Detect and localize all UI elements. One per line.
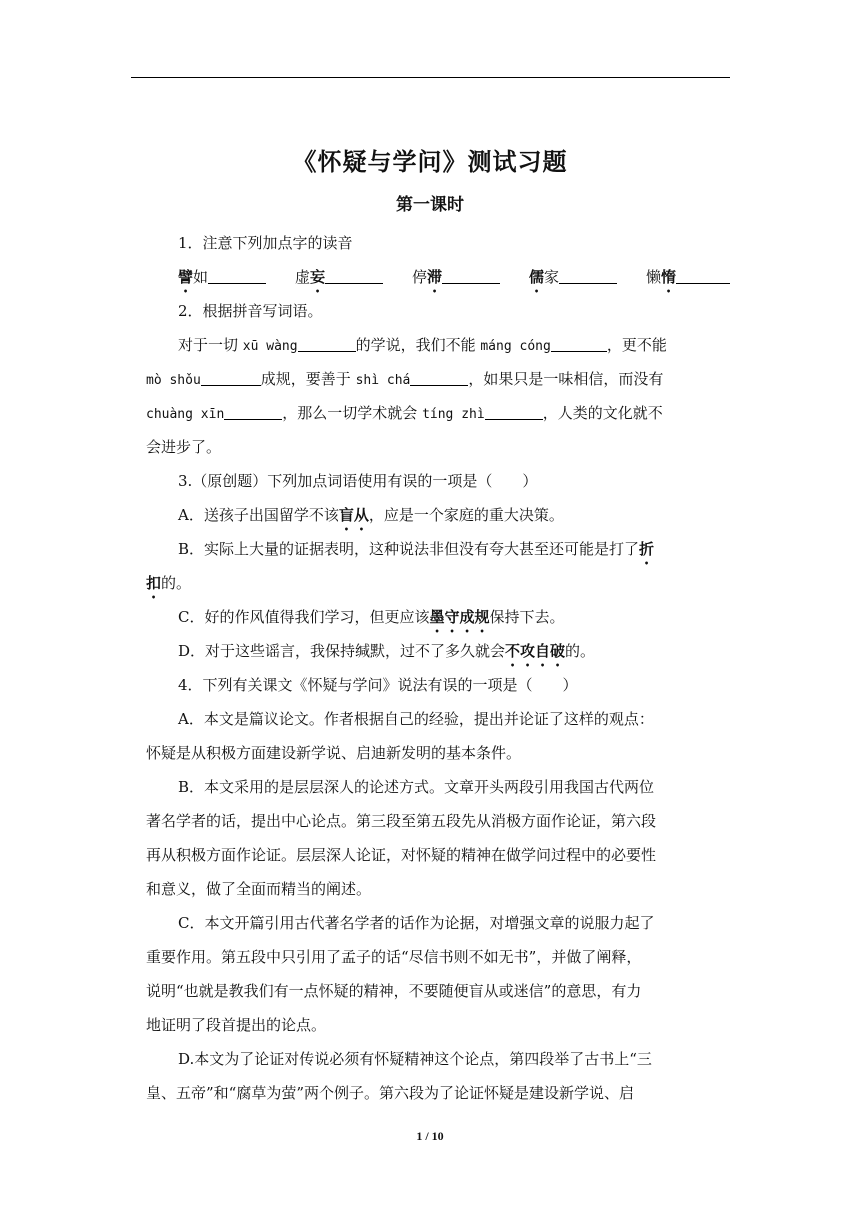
- option-text: A．送孩子出国留学不该: [178, 506, 339, 524]
- option-text: 的。: [161, 574, 192, 592]
- q4-option-b-cont: 著名学者的话，提出中心论点。第三段至第五段先从消极方面作论证，第六段: [146, 812, 657, 830]
- q4-option-d: D.本文为了论证对传说必须有怀疑精神这个论点，第四段举了古书上“三: [178, 1050, 652, 1068]
- q2-line-4: 会进步了。: [146, 438, 222, 456]
- q4-option-c-cont: 地证明了段首提出的论点。: [146, 1016, 327, 1034]
- q4-option-a-cont: 怀疑是从积极方面建设新学说、启迪新发明的基本条件。: [146, 744, 522, 762]
- answer-blank[interactable]: [676, 267, 730, 284]
- option-text: 保持下去。: [489, 608, 565, 626]
- q3-option-b-cont: [146, 566, 730, 600]
- dotted-char: 惰: [660, 268, 676, 286]
- answer-blank[interactable]: [485, 403, 543, 420]
- pinyin: máng cóng: [480, 339, 551, 354]
- q1-item-pre: 虚: [294, 268, 310, 286]
- answer-blank[interactable]: [325, 267, 383, 284]
- q1-item: [529, 260, 617, 294]
- q4-option-d-cont: 皇、五帝”和“腐草为萤”两个例子。第六段为了论证怀疑是建设新学说、启: [146, 1084, 635, 1102]
- page-number: 1 / 10: [416, 1129, 444, 1143]
- answer-blank[interactable]: [208, 267, 266, 284]
- option-text: 的。: [565, 642, 596, 660]
- option-text: ，应是一个家庭的重大决策。: [368, 506, 564, 524]
- answer-blank[interactable]: [201, 369, 261, 386]
- q3-option-d: [146, 634, 730, 668]
- option-text: C．好的作风值得我们学习，但更应该: [178, 608, 430, 626]
- pinyin: mò shǒu: [146, 373, 201, 388]
- pinyin: tíng zhì: [422, 407, 485, 422]
- q2-text: ，如果只是一味相信，而没有: [468, 370, 664, 388]
- q1-item-pre: 懒: [645, 268, 661, 286]
- q2-text: 成规，要善于: [260, 370, 356, 388]
- q1-item: [412, 260, 500, 294]
- dotted-word: 墨守成规: [429, 608, 490, 626]
- q3-stem: 3.（原创题）下列加点词语使用有误的一项是（ ）: [178, 472, 538, 490]
- q3-option-b: [146, 532, 730, 566]
- q1-item-post: 如: [193, 268, 209, 286]
- q2-line-3: [146, 396, 730, 430]
- q4-option-c-cont: 说明“也就是教我们有一点怀疑的精神，不要随便盲从或迷信”的意思，有力: [146, 982, 642, 1000]
- q2-line-1: [146, 328, 730, 362]
- pinyin: xū wàng: [242, 339, 298, 354]
- q1-item: [646, 260, 730, 294]
- dotted-word: 不攻自破: [505, 642, 566, 660]
- dotted-char: 儒: [528, 268, 544, 286]
- q1-item: [178, 260, 266, 294]
- answer-blank[interactable]: [551, 335, 607, 352]
- dotted-char: 滞: [426, 268, 442, 286]
- pinyin: shì chá: [355, 373, 411, 388]
- q2-text: ，那么一切学术就会: [282, 404, 423, 422]
- option-text: B．实际上大量的证据表明，这种说法非但没有夸大甚至还可能是打了: [178, 540, 640, 558]
- header-rule: [131, 77, 730, 78]
- answer-blank[interactable]: [224, 403, 282, 420]
- q4-option-a: A．本文是篇议论文。作者根据自己的经验，提出并论证了这样的观点：: [178, 710, 654, 728]
- q3-option-a: [146, 498, 730, 532]
- q1-item: [295, 260, 383, 294]
- document-body: [146, 226, 730, 1110]
- q1-stem: 1．注意下列加点字的读音: [178, 234, 353, 252]
- option-text: D．对于这些谣言，我保持缄默，过不了多久就会: [178, 642, 506, 660]
- q2-text: 对于一切: [178, 336, 243, 354]
- q4-option-b: B．本文采用的是层层深人的论述方式。文章开头两段引用我国古代两位: [178, 778, 655, 796]
- q1-item-pre: 停: [411, 268, 427, 286]
- q1-items: [146, 260, 730, 294]
- q2-line-2: [146, 362, 730, 396]
- q2-text: ，人类的文化就不: [542, 404, 663, 422]
- q1-item-post: 家: [543, 268, 559, 286]
- pinyin: chuàng xīn: [146, 407, 225, 422]
- answer-blank[interactable]: [442, 267, 500, 284]
- q2-text: ，更不能: [606, 336, 667, 354]
- q3-option-c: [146, 600, 730, 634]
- document-title: 《怀疑与学问》测试习题: [292, 148, 568, 176]
- q4-option-b-cont: 和意义，做了全面而精当的阐述。: [146, 880, 372, 898]
- q4-option-c: C．本文开篇引用古代著名学者的话作为论据，对增强文章的说服力起了: [178, 914, 655, 932]
- q4-stem: 4．下列有关课文《怀疑与学问》说法有误的一项是（ ）: [178, 676, 578, 694]
- section-subtitle: 第一课时: [396, 195, 464, 215]
- dotted-word: 盲从: [338, 506, 369, 524]
- q4-option-b-cont: 再从积极方面作论证。层层深人论证，对怀疑的精神在做学问过程中的必要性: [146, 846, 657, 864]
- q2-text: 的学说，我们不能: [355, 336, 481, 354]
- q4-option-c-cont: 重要作用。第五段中只引用了孟子的话“尽信书则不如无书”，并做了阐释，: [146, 948, 642, 966]
- dotted-word: 扣: [146, 574, 162, 592]
- dotted-char: 譬: [178, 268, 194, 286]
- q2-stem: 2．根据拼音写词语。: [178, 302, 323, 320]
- dotted-word: 折: [639, 540, 655, 558]
- answer-blank[interactable]: [410, 369, 468, 386]
- dotted-char: 妄: [310, 268, 326, 286]
- answer-blank[interactable]: [559, 267, 617, 284]
- answer-blank[interactable]: [298, 335, 356, 352]
